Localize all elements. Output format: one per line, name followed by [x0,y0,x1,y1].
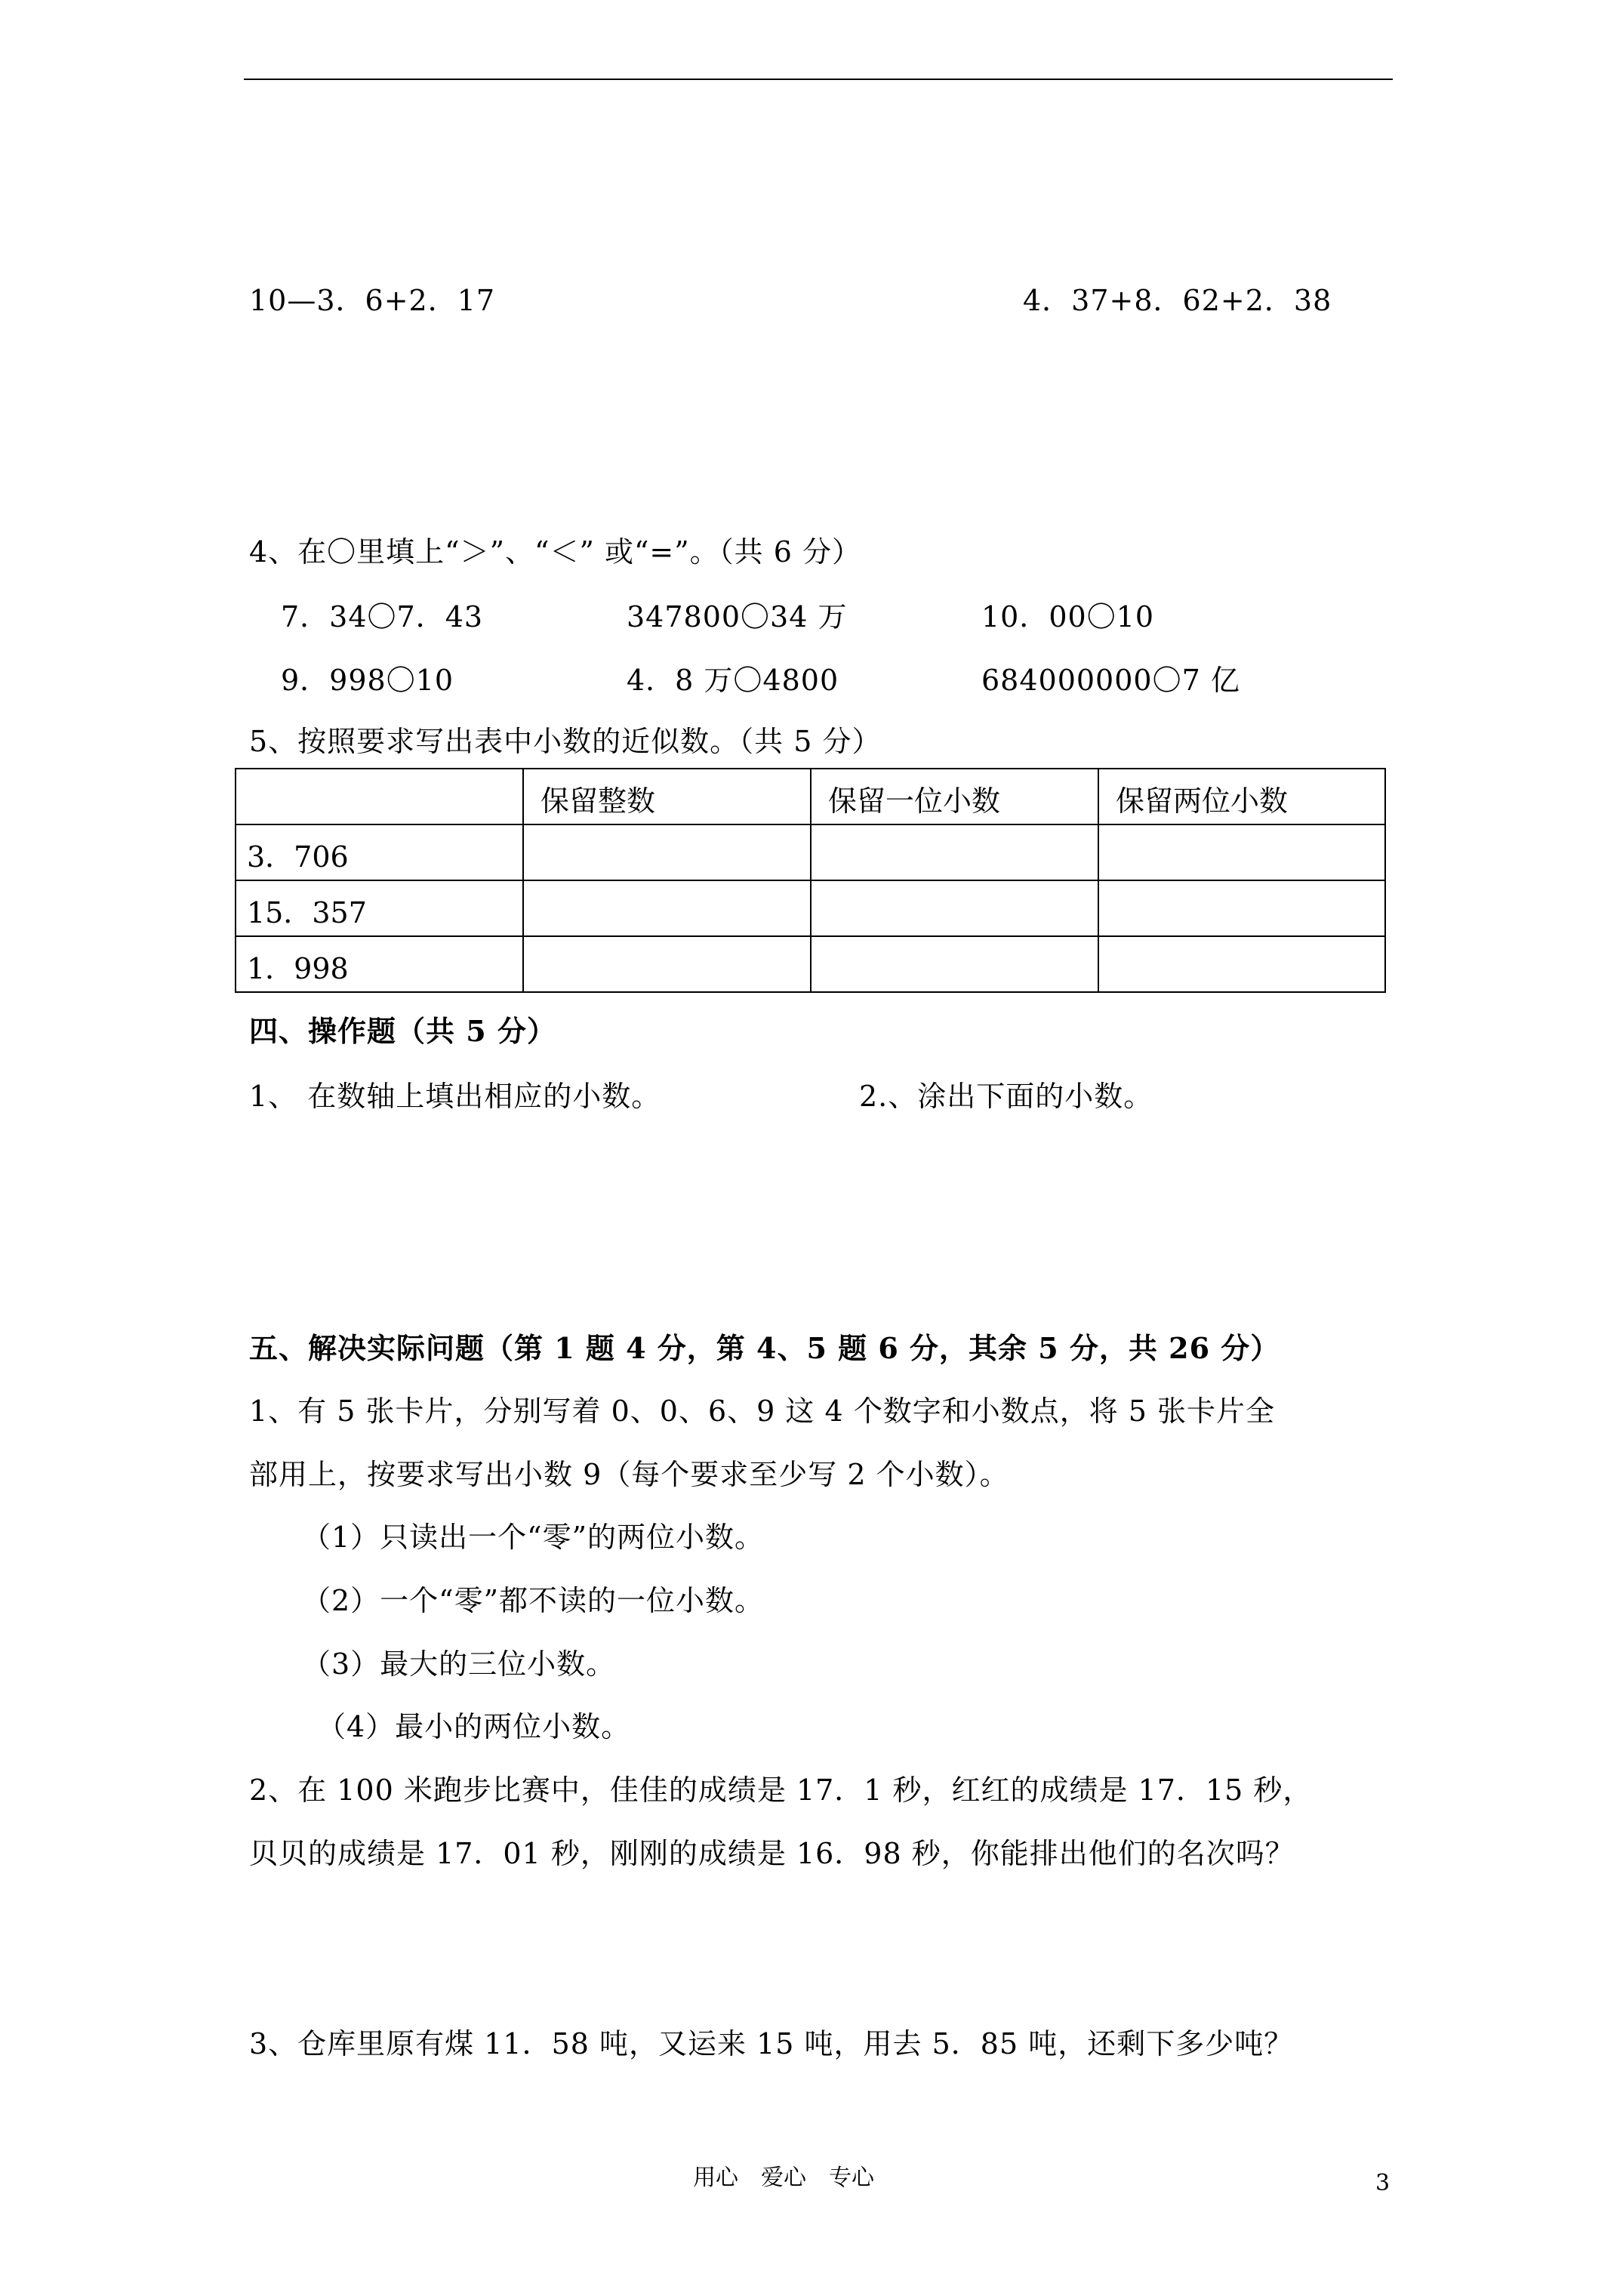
table-header-cell: 保留一位小数 [811,769,1098,824]
calc-expression-1: 10—3．6+2．17 [249,284,496,317]
table-row [236,824,1385,880]
section4-q2: 2.、涂出下面的小数。 [859,1080,1153,1113]
q4-item-1: 7．34〇7．43 [281,600,484,633]
q4-item-4: 9．998〇10 [281,664,454,697]
table-header-cell: 保留整数 [523,769,811,824]
table-row [236,880,1385,936]
footer-motto: 用心 爱心 专心 [693,2165,874,2191]
section5-q1-sub-2: （2）一个“零”都不读的一位小数。 [302,1584,765,1617]
section4-q1: 1、 在数轴上填出相应的小数。 [249,1080,661,1113]
section5-q1-line2: 部用上，按要求写出小数 9（每个要求至少写 2 个小数）。 [249,1458,1009,1491]
section5-q2-line2: 贝贝的成绩是 17．01 秒，刚刚的成绩是 16．98 秒，你能排出他们的名次吗？ [249,1837,1295,1870]
q5-title: 5、按照要求写出表中小数的近似数。（共 5 分） [249,725,882,758]
answer-cell[interactable] [1098,936,1385,992]
table-row [236,936,1385,992]
q4-item-3: 10．00〇10 [981,600,1155,633]
answer-cell[interactable] [811,824,1098,880]
section5-q2-line1: 2、在 100 米跑步比赛中，佳佳的成绩是 17．1 秒，红红的成绩是 17．15 秒， [249,1774,1313,1807]
calc-expression-2: 4．37+8．62+2．38 [1023,284,1332,317]
section4-title: 四、操作题（共 5 分） [249,1014,556,1048]
table-row-label: 15．357 [236,880,523,936]
header-rule [244,79,1393,80]
q4-item-2: 347800〇34 万 [627,600,848,633]
answer-cell[interactable] [523,824,811,880]
approximation-table [235,768,1386,993]
section5-q1-sub-3: （3）最大的三位小数。 [302,1647,616,1681]
q4-item-5: 4．8 万〇4800 [627,664,839,697]
q4-item-6: 684000000〇7 亿 [981,664,1240,697]
table-header-row [236,769,1385,824]
section5-q3: 3、仓库里原有煤 11．58 吨，又运来 15 吨，用去 5．85 吨，还剩下多少吨？ [249,2027,1294,2060]
page-number: 3 [1375,2170,1390,2196]
table-row-label: 3．706 [236,824,523,880]
table-header-cell: 保留两位小数 [1098,769,1385,824]
answer-cell[interactable] [811,880,1098,936]
section5-q1-sub-4: （4）最小的两位小数。 [317,1710,631,1743]
answer-cell[interactable] [1098,824,1385,880]
answer-cell[interactable] [1098,880,1385,936]
answer-cell[interactable] [523,936,811,992]
table-header-cell [236,769,523,824]
answer-cell[interactable] [523,880,811,936]
answer-cell[interactable] [811,936,1098,992]
section5-title: 五、解决实际问题（第 1 题 4 分，第 4、5 题 6 分，其余 5 分，共 26 分） [249,1331,1280,1365]
q4-title: 4、在〇里填上“＞”、“＜” 或“=”。（共 6 分） [249,535,861,569]
table-row-label: 1．998 [236,936,523,992]
section5-q1-sub-1: （1）只读出一个“零”的两位小数。 [302,1521,765,1554]
section5-q1-line1: 1、有 5 张卡片，分别写着 0、0、6、9 这 4 个数字和小数点，将 5 张卡片全 [249,1395,1276,1428]
